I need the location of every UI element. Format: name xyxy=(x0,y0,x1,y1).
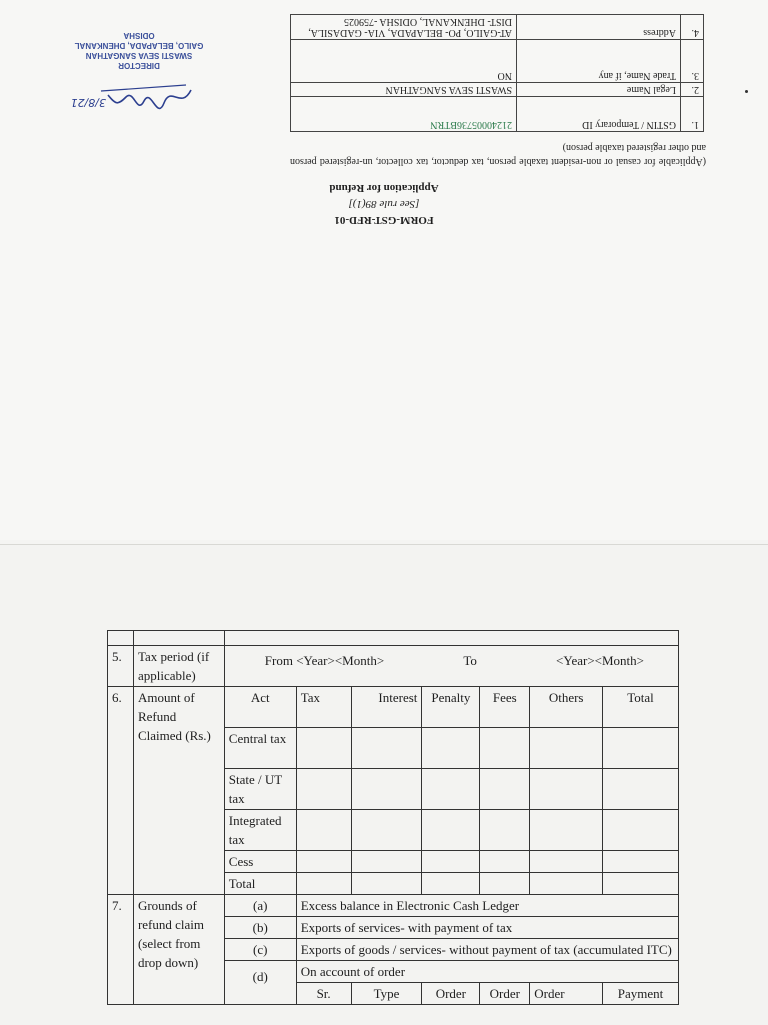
column-header: Tax xyxy=(296,687,351,728)
amount-cell[interactable] xyxy=(603,851,679,873)
bottom-form-page xyxy=(0,544,768,1025)
order-column-header: Order xyxy=(530,983,603,1005)
tax-period-row xyxy=(108,646,679,687)
column-header: Interest xyxy=(351,687,422,728)
act-label: State / UT tax xyxy=(224,769,296,810)
tax-period-field[interactable] xyxy=(224,646,678,687)
ground-option[interactable]: Exports of services- with payment of tax xyxy=(296,917,678,939)
address-value: AT-GAILO, PO- BELAPADA, VIA- GADASILA, DIST- DHENKANAL, ODISHA -759025 xyxy=(291,15,517,40)
applicant-details-table xyxy=(290,14,704,132)
column-header: Total xyxy=(603,687,679,728)
table-row xyxy=(291,15,704,40)
amount-cell[interactable] xyxy=(530,873,603,895)
stamp-line: ODISHA xyxy=(123,31,155,40)
row-number: 7. xyxy=(108,895,134,1005)
amount-cell[interactable] xyxy=(530,728,603,769)
handwritten-signature xyxy=(70,79,196,115)
order-column-header: Order xyxy=(480,983,530,1005)
row-label: Trade Name, if any xyxy=(517,40,681,83)
row-label: Legal Name xyxy=(517,83,681,97)
act-label: Integrated tax xyxy=(224,810,296,851)
order-column-header: Payment xyxy=(603,983,679,1005)
amount-cell[interactable] xyxy=(296,728,351,769)
rule-reference: [See rule 89(1)] xyxy=(348,198,420,210)
ground-option[interactable]: Exports of goods / services- without payment of tax (accumulated ITC) xyxy=(296,939,678,961)
amount-cell[interactable] xyxy=(530,810,603,851)
ground-option[interactable]: On account of order xyxy=(296,961,678,983)
legal-name-value: SWASTI SEVA SANGATHAN xyxy=(291,83,517,97)
row-number: 3. xyxy=(681,40,704,83)
form-title: FORM-GST-RFD-01 xyxy=(334,214,434,226)
table-row xyxy=(291,97,704,132)
stamp-line: DIRECTOR xyxy=(118,61,160,70)
row-label: GSTIN / Temporary ID xyxy=(517,97,681,132)
row-number: 6. xyxy=(108,687,134,895)
to-label: To xyxy=(463,653,477,668)
ground-code: (c) xyxy=(224,939,296,961)
table-row xyxy=(291,40,704,83)
stamp-line: SWASTI SEVA SANGATHAN xyxy=(85,51,193,60)
row-label: Address xyxy=(517,15,681,40)
refund-ground-row xyxy=(108,895,679,917)
to-period: <Year><Month> xyxy=(556,653,644,668)
amount-cell[interactable] xyxy=(351,728,422,769)
ground-option[interactable]: Excess balance in Electronic Cash Ledger xyxy=(296,895,678,917)
refund-ground-label: Grounds of refund claim (select from drop down) xyxy=(133,895,224,1005)
row-number: 2. xyxy=(681,83,704,97)
ground-code: (b) xyxy=(224,917,296,939)
order-column-header: Sr. xyxy=(296,983,351,1005)
director-stamp xyxy=(74,30,204,70)
amount-cell[interactable] xyxy=(296,769,351,810)
amount-cell[interactable] xyxy=(351,873,422,895)
form-heading: Application for Refund xyxy=(329,182,439,194)
amount-cell[interactable] xyxy=(603,810,679,851)
amount-cell[interactable] xyxy=(296,810,351,851)
amount-cell[interactable] xyxy=(422,769,480,810)
signature-date: 3/8/21 xyxy=(70,96,106,109)
amount-cell[interactable] xyxy=(480,810,530,851)
trade-name-value: NO xyxy=(291,40,517,83)
amount-cell[interactable] xyxy=(480,769,530,810)
stamp-line: GAILO, BELAPADA, DHENKANAL xyxy=(74,41,204,50)
amount-cell[interactable] xyxy=(530,851,603,873)
act-label: Total xyxy=(224,873,296,895)
amount-cell[interactable] xyxy=(422,728,480,769)
act-label: Central tax xyxy=(224,728,296,769)
tax-period-label: Tax period (if applicable) xyxy=(133,646,224,687)
refund-amount-label: Amount of Refund Claimed (Rs.) xyxy=(133,687,224,895)
amount-cell[interactable] xyxy=(296,873,351,895)
table-row xyxy=(108,631,679,646)
gstin-value: 21240005736BTRN xyxy=(291,97,517,132)
amount-cell[interactable] xyxy=(530,769,603,810)
amount-cell[interactable] xyxy=(422,873,480,895)
amount-cell[interactable] xyxy=(603,769,679,810)
amount-cell[interactable] xyxy=(422,851,480,873)
refund-form-table xyxy=(107,630,679,1005)
amount-cell[interactable] xyxy=(351,851,422,873)
act-label: Cess xyxy=(224,851,296,873)
amount-cell[interactable] xyxy=(480,851,530,873)
row-number: 4. xyxy=(681,15,704,40)
row-number: 5. xyxy=(108,646,134,687)
column-header: Act xyxy=(224,687,296,728)
applicability-note: (Applicable for casual or non-resident taxable person, tax deductor, tax collector, un-registered person and other registered taxable person) xyxy=(290,142,706,167)
amount-cell[interactable] xyxy=(351,810,422,851)
order-column-header: Type xyxy=(351,983,422,1005)
row-number: 1. xyxy=(681,97,704,132)
order-column-header: Order xyxy=(422,983,480,1005)
ground-code: (a) xyxy=(224,895,296,917)
column-header: Fees xyxy=(480,687,530,728)
refund-amount-header-row xyxy=(108,687,679,728)
amount-cell[interactable] xyxy=(480,873,530,895)
amount-cell[interactable] xyxy=(296,851,351,873)
amount-cell[interactable] xyxy=(603,873,679,895)
from-period: From <Year><Month> xyxy=(264,653,385,668)
column-header: Penalty xyxy=(422,687,480,728)
scan-speck xyxy=(745,90,748,93)
amount-cell[interactable] xyxy=(480,728,530,769)
amount-cell[interactable] xyxy=(351,769,422,810)
amount-cell[interactable] xyxy=(603,728,679,769)
amount-cell[interactable] xyxy=(422,810,480,851)
column-header: Others xyxy=(530,687,603,728)
table-row xyxy=(291,83,704,97)
ground-code: (d) xyxy=(224,961,296,1005)
